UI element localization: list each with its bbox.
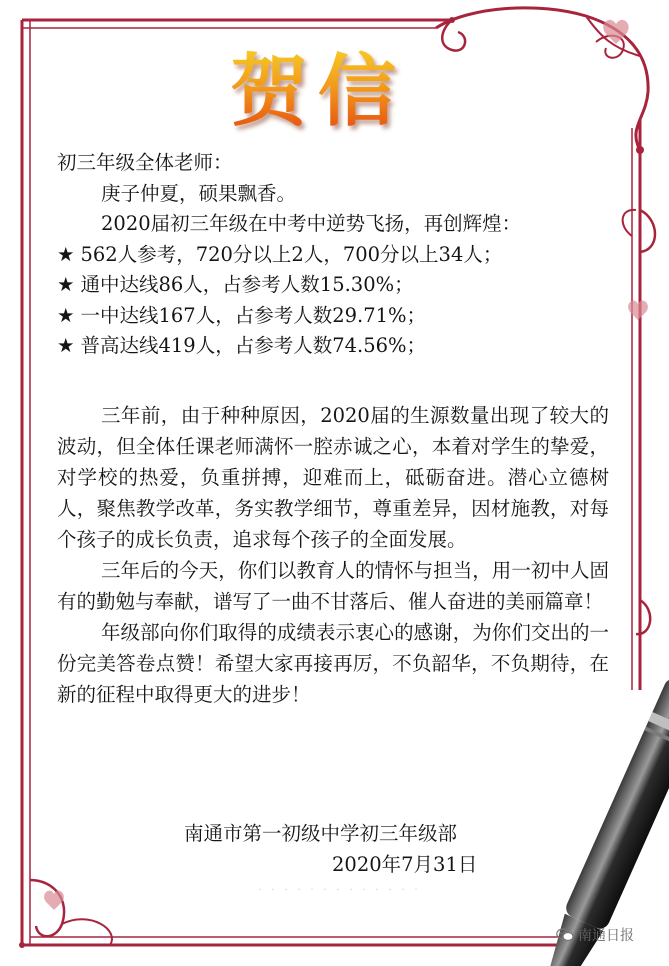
greeting: 庚子仲夏，硕果飘香。 bbox=[101, 181, 297, 205]
body-paragraph: 三年前，由于种种原因，2020届的生源数量出现了较大的波动，但全体任课老师满怀一腔赤诚之心，本着对学生的挚爱，对学校的热爱，负重拼搏，迎难而上，砥砺奋进。潜心立德树人，聚焦教学改革，务实教学细节，尊重差异，因材施教，对每个孩子的成长负责，追求每个孩子的全面发展。 bbox=[57, 404, 609, 551]
star-icon: ★ bbox=[57, 303, 75, 327]
star-icon: ★ bbox=[57, 242, 75, 266]
letter-title: 贺信 bbox=[230, 42, 440, 142]
star-icon: ★ bbox=[57, 273, 75, 296]
achievement-text: 562人参考，720分以上2人，700分以上34人； bbox=[80, 242, 503, 266]
achievement-text: 通中达线86人，占参考人数15.30%； bbox=[80, 273, 414, 296]
achievement-text: 一中达线167人，占参考人数29.71%； bbox=[80, 303, 427, 327]
star-icon: ★ bbox=[57, 334, 75, 357]
achievement-intro: 2020届初三年级在中考中逆势飞扬，再创辉煌： bbox=[101, 212, 522, 235]
source-watermark bbox=[556, 925, 634, 945]
body-paragraph: 年级部向你们取得的成绩表示衷心的感谢，为你们交出的一份完美答卷点赞！希望大家再接再厉，不负韶华，不负期待，在新的征程中取得更大的进步！ bbox=[57, 621, 609, 706]
signature-organization: 南通市第一初级中学初三年级部 bbox=[184, 822, 458, 845]
faint-background-lettering: · · · · · · · · · · · · · bbox=[258, 882, 421, 896]
salutation: 初三年级全体老师： bbox=[57, 151, 233, 174]
wechat-icon bbox=[556, 928, 574, 942]
signature-date: 2020年7月31日 bbox=[332, 853, 478, 876]
body-paragraph: 三年后的今天，你们以教育人的情怀与担当，用一初中人固有的勤勉与奉献，谱写了一曲不甘落后、催人奋进的美丽篇章！ bbox=[57, 559, 609, 613]
watermark-text: 南通日报 bbox=[578, 928, 634, 944]
achievement-text: 普高达线419人，占参考人数74.56%； bbox=[80, 334, 427, 357]
